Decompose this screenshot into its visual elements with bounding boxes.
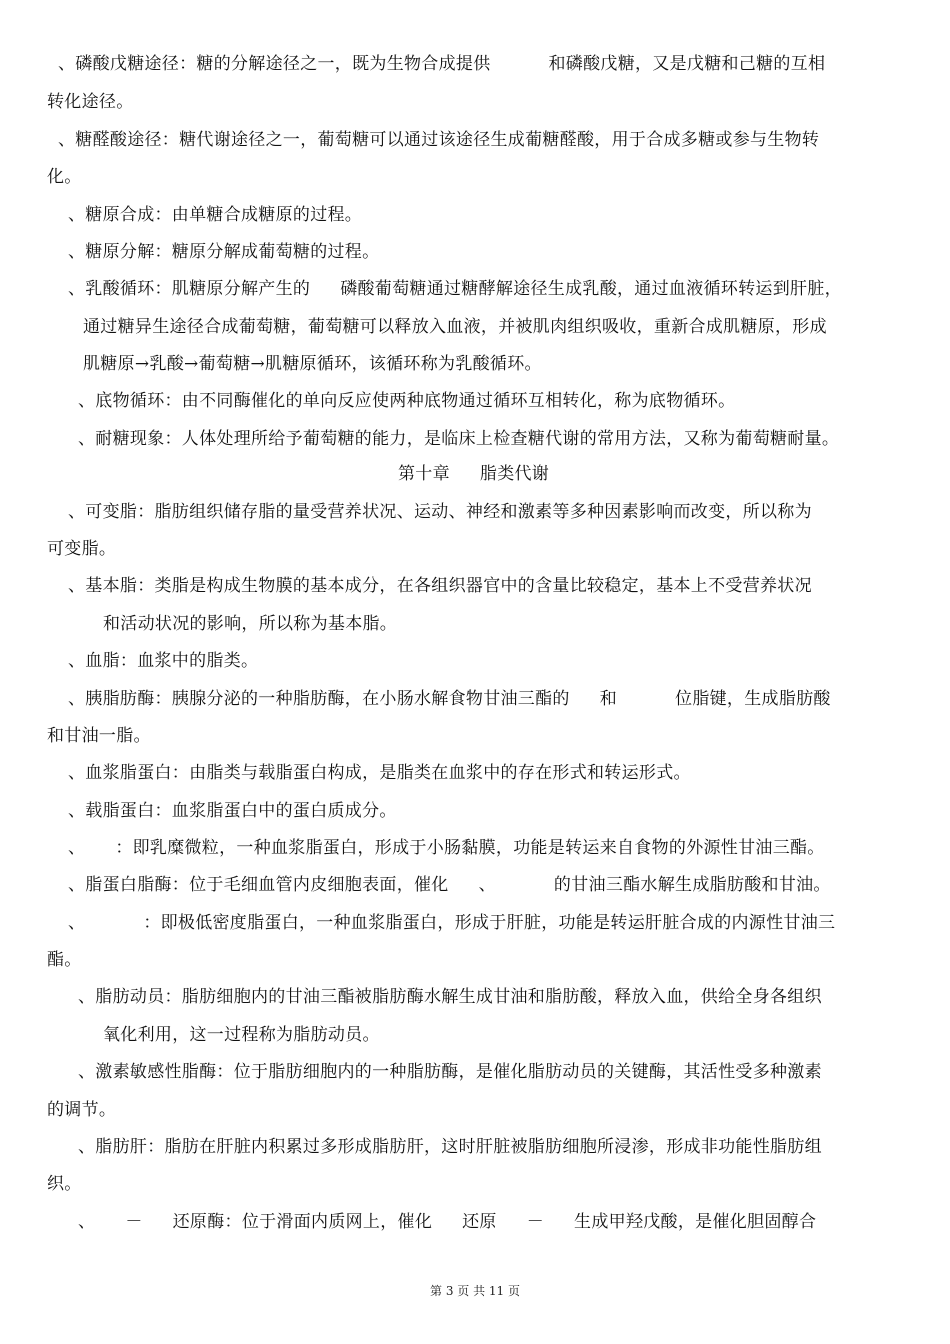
chapter-name: 脂类代谢 [479, 464, 550, 484]
text-line: 酯。 [47, 950, 82, 970]
text-segment: 、脂蛋白脂酶：位于毛细血管内皮细胞表面，催化 [68, 875, 449, 895]
text-line: 、激素敏感性脂酶：位于脂肪细胞内的一种脂肪酶，是催化脂肪动员的关键酶，其活性受多种激素 [78, 1062, 822, 1082]
text-line: 、耐糖现象：人体处理所给予葡萄糖的能力，是临床上检查糖代谢的常用方法，又称为葡萄糖耐量。 [78, 429, 840, 449]
text-line: 、糖原分解：糖原分解成葡萄糖的过程。 [68, 242, 380, 262]
text-line: 和甘油一脂。 [47, 726, 151, 746]
text-line: 的调节。 [47, 1100, 117, 1120]
text-line [68, 836, 825, 860]
text-line: 、可变脂：脂肪组织储存脂的量受营养状况、运动、神经和激素等多种因素影响而改变，所以称为 [68, 502, 812, 522]
text-line [58, 52, 825, 76]
text-line: 、底物循环：由不同酶催化的单向反应使两种底物通过循环互相转化，称为底物循环。 [78, 391, 736, 411]
text-line: 、糖原合成：由单糖合成糖原的过程。 [68, 205, 363, 225]
text-segment: 、 [478, 875, 496, 895]
text-segment: 的甘油三酯水解生成脂肪酸和甘油。 [553, 875, 831, 895]
text-segment: 磷酸葡萄糖通过糖酵解途径生成乳酸，通过血液循环转运到肝脏， [340, 279, 842, 299]
text-segment: 还原酶：位于滑面内质网上，催化 [172, 1212, 433, 1232]
text-line: 通过糖异生途径合成葡萄糖，葡萄糖可以释放入血液，并被肌肉组织吸收，重新合成肌糖原，形成 [83, 317, 827, 337]
text-segment: 、乳酸循环：肌糖原分解产生的 [68, 279, 311, 299]
text-segment: 和磷酸戊糖，又是戊糖和己糖的互相 [548, 54, 826, 74]
text-line: 、脂肪动员：脂肪细胞内的甘油三酯被脂肪酶水解生成甘油和脂肪酸，释放入血，供给全身各组织 [78, 987, 822, 1007]
text-line: 氧化利用，这一过程称为脂肪动员。 [103, 1025, 380, 1045]
text-segment: 还原 [462, 1212, 497, 1232]
text-line: 、血脂：血浆中的脂类。 [68, 651, 259, 671]
text-segment: 、磷酸戊糖途径：糖的分解途径之一，既为生物合成提供 [58, 54, 491, 74]
text-segment: 、胰脂肪酶：胰腺分泌的一种脂肪酶，在小肠水解食物甘油三酯的 [68, 689, 570, 709]
text-line [78, 1210, 816, 1234]
text-segment: 、 [78, 1212, 96, 1232]
text-segment: 和 [599, 689, 618, 709]
chapter-title [398, 462, 549, 486]
page-footer: 第 3 页 共 11 页 [430, 1284, 520, 1298]
text-line: 、血浆脂蛋白：由脂类与载脂蛋白构成，是脂类在血浆中的存在形式和转运形式。 [68, 763, 691, 783]
text-line: 转化途径。 [47, 92, 134, 112]
text-segment: － [125, 1212, 143, 1232]
text-segment: 生成甲羟戊酸，是催化胆固醇合 [574, 1212, 817, 1232]
text-line: 、糖醛酸途径：糖代谢途径之一，葡萄糖可以通过该途径生成葡糖醛酸，用于合成多糖或参与生物转 [58, 130, 820, 150]
text-line: 、载脂蛋白：血浆脂蛋白中的蛋白质成分。 [68, 801, 397, 821]
text-segment: 、 [68, 913, 86, 933]
chapter-number: 第十章 [398, 464, 450, 484]
text-line [68, 687, 831, 711]
text-line [68, 873, 831, 897]
text-segment: 位脂键，生成脂肪酸 [675, 689, 831, 709]
text-line: 织。 [47, 1174, 82, 1194]
text-segment: ：即极低密度脂蛋白，一种血浆脂蛋白，形成于肝脏，功能是转运肝脏合成的内源性甘油三 [143, 913, 836, 933]
text-line: 肌糖原→乳酸→葡萄糖→肌糖原循环，该循环称为乳酸循环。 [83, 354, 542, 374]
text-line: 可变脂。 [47, 539, 117, 559]
text-line: 化。 [47, 167, 82, 187]
text-line: 、基本脂：类脂是构成生物膜的基本成分，在各组织器官中的含量比较稳定，基本上不受营养状况 [68, 576, 812, 596]
text-segment: － [526, 1212, 545, 1232]
text-segment: 、 [68, 838, 86, 858]
text-line: 、脂肪肝：脂肪在肝脏内积累过多形成脂肪肝，这时肝脏被脂肪细胞所浸渗，形成非功能性脂肪组 [78, 1137, 822, 1157]
text-line [68, 911, 835, 935]
text-line: 和活动状况的影响，所以称为基本脂。 [103, 614, 398, 634]
text-segment: ：即乳糜微粒，一种血浆脂蛋白，形成于小肠黏膜，功能是转运来自食物的外源性甘油三酯。 [115, 838, 825, 858]
text-line [68, 277, 842, 301]
